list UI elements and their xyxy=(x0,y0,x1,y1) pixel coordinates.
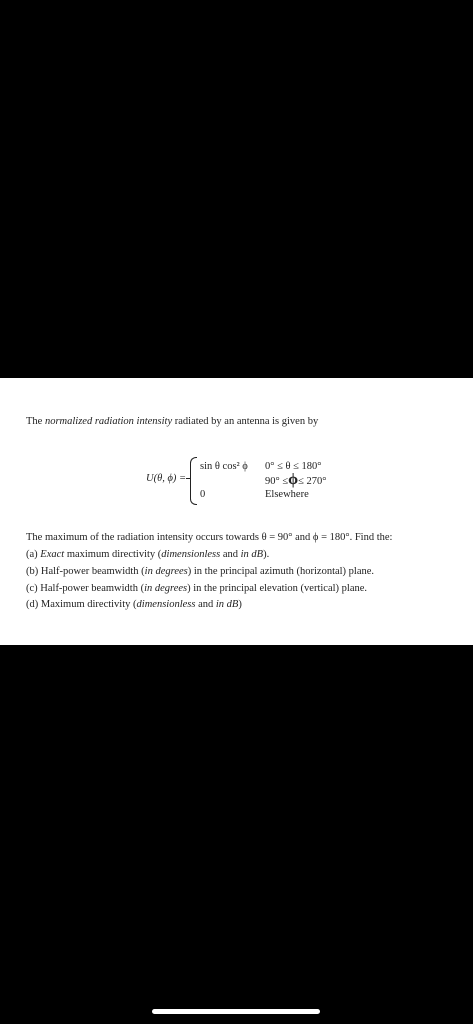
question-c xyxy=(26,583,367,594)
equation-lhs: U(θ, ϕ) = xyxy=(146,473,187,484)
question-b-em: in degrees xyxy=(144,566,188,577)
case2-condition xyxy=(265,471,327,488)
question-a xyxy=(26,549,269,560)
question-a-pre: (a) xyxy=(26,549,41,560)
question-d-em1: dimensionless xyxy=(136,599,196,610)
intro-emphasis: normalized radiation intensity xyxy=(44,416,173,427)
question-a-em2: dimensionless xyxy=(161,549,221,560)
question-d-em2: in dB xyxy=(215,599,239,610)
question-a-mid: maximum directivity ( xyxy=(64,549,162,560)
question-b-pre: (b) Half-power beamwidth ( xyxy=(26,566,145,577)
question-a-em1: Exact xyxy=(40,549,65,560)
question-a-end: ). xyxy=(263,549,270,560)
case1-condition: 0° ≤ θ ≤ 180° xyxy=(265,461,322,472)
question-d-end: ) xyxy=(238,599,242,610)
question-d xyxy=(26,599,242,610)
question-d-pre: (d) Maximum directivity ( xyxy=(26,599,137,610)
intro-before: The xyxy=(26,416,45,427)
home-indicator[interactable] xyxy=(152,1009,320,1014)
equation-brace xyxy=(190,457,197,505)
question-a-post: and xyxy=(220,549,241,560)
case2-phi-handwritten: ϕ xyxy=(288,471,299,488)
case1-expression: sin θ cos² ϕ xyxy=(200,461,248,472)
equation-brace-tip xyxy=(186,478,191,479)
case2-condition-b: ≤ 270° xyxy=(298,476,327,487)
question-c-post: ) in the principal elevation (vertical) plane. xyxy=(187,583,368,594)
intro-text xyxy=(26,416,318,427)
question-c-em: in degrees xyxy=(144,583,188,594)
question-b xyxy=(26,566,374,577)
question-d-mid: and xyxy=(195,599,216,610)
document-image xyxy=(0,378,473,645)
case2-condition-a: 90° ≤ xyxy=(265,476,289,487)
question-c-pre: (c) Half-power beamwidth ( xyxy=(26,583,145,594)
problem-statement: The maximum of the radiation intensity occurs towards θ = 90° and ϕ = 180°. Find the: xyxy=(26,532,393,543)
question-a-em3: in dB xyxy=(240,549,264,560)
intro-after: radiated by an antenna is given by xyxy=(172,416,319,427)
case3-expression: 0 xyxy=(200,489,206,500)
question-b-post: ) in the principal azimuth (horizontal) plane. xyxy=(187,566,375,577)
case3-condition: Elsewhere xyxy=(265,489,309,500)
